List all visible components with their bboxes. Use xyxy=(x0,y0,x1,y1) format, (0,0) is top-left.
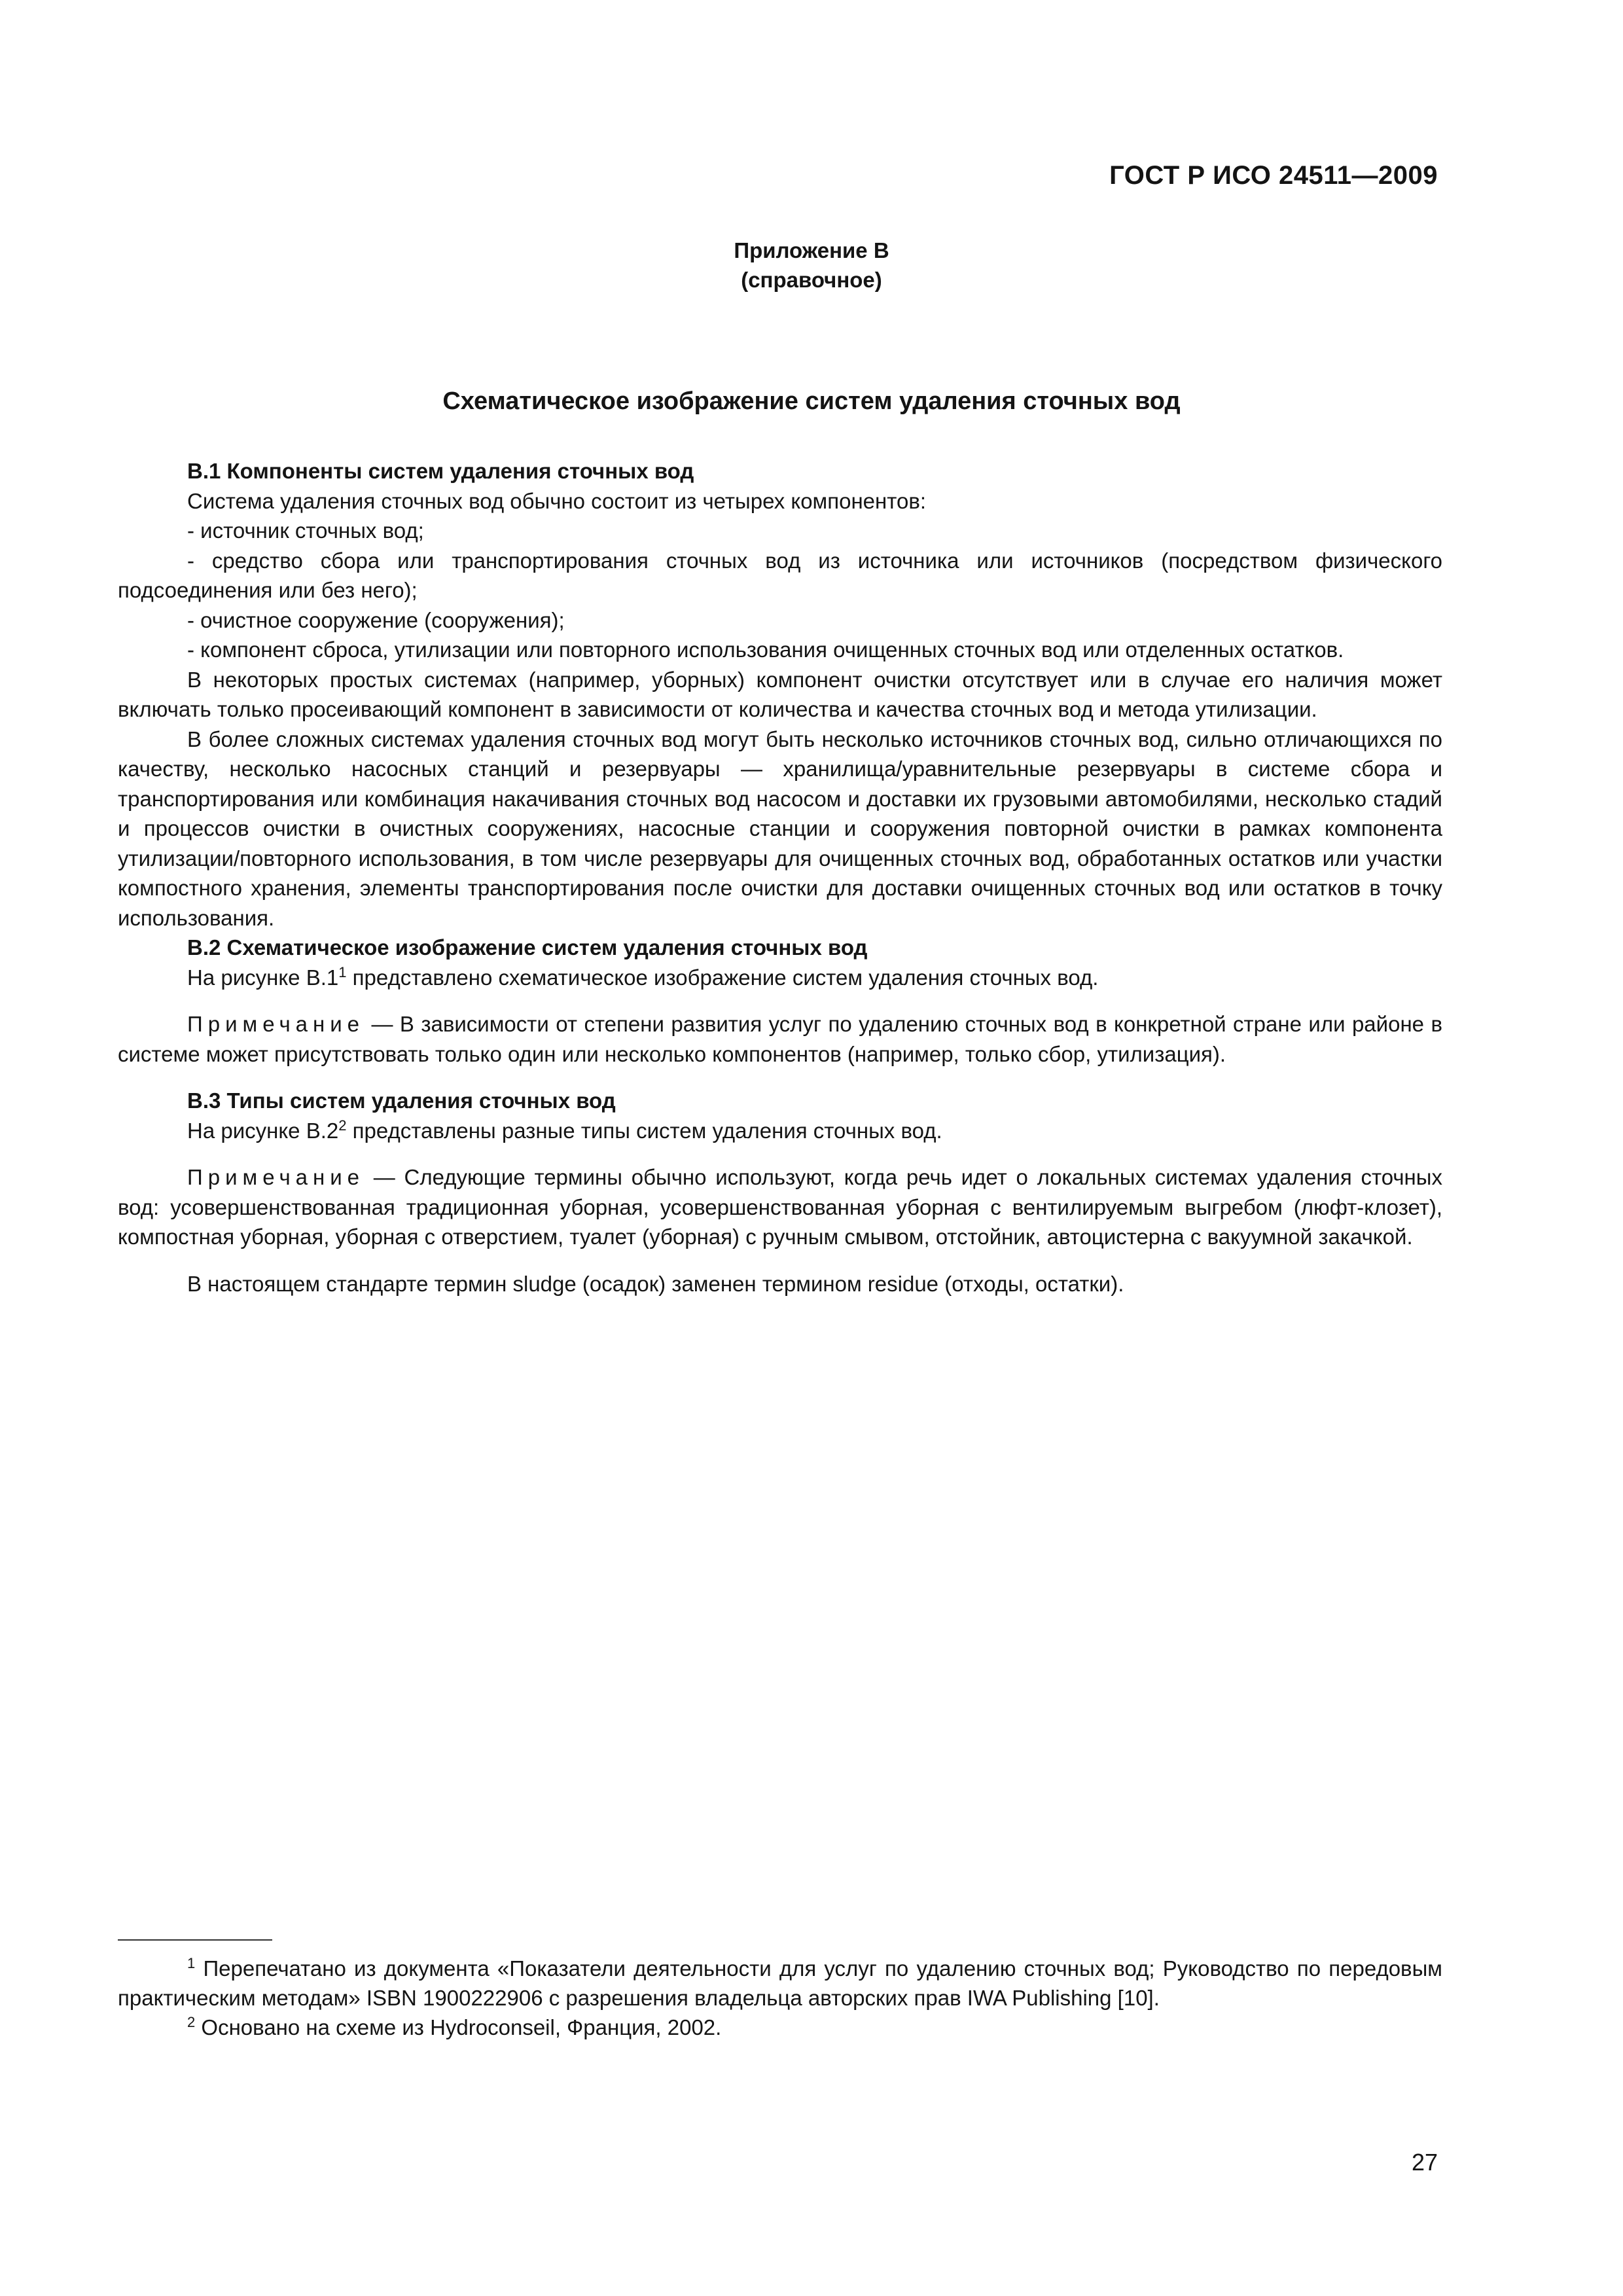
note-label: Примечание xyxy=(187,1012,365,1036)
paragraph-text: представлено схематическое изображение систем удаления сточных вод. xyxy=(346,965,1099,990)
paragraph: В более сложных системах удаления сточных вод могут быть несколько источников сточных вод, сильно отличающихся по качеству, несколько насосных станций и резервуары — хранилища/уравнительные резервуары в системе сбора и транспортирования или комбинация накачивания сточных вод насосом и доставки их грузовыми автомобилями, несколько стадий и процессов очистки в очистных сооружениях, насосные станции и сооружения повторной очистки в рамках компонента утилизации/повторного использования, в том числе резервуары для очищенных сточных вод, обработанных остатков или участки компостного хранения, элементы транспортирования после очистки для доставки очищенных сточных вод или остатков в точку использования. xyxy=(118,726,1442,930)
footnote-divider xyxy=(118,1939,272,1941)
paragraph-text: На рисунке В.2 xyxy=(187,1118,339,1143)
annex-title: Схематическое изображение систем удаления сточных вод xyxy=(442,387,1181,415)
document-body xyxy=(118,456,1442,1299)
list-item: - средство сбора или транспортирования сточных вод из источника или источников (посредством физического подсоединения или без него); xyxy=(118,548,1442,602)
footnote-ref: 2 xyxy=(338,1117,347,1134)
note xyxy=(118,1162,1442,1252)
list-item: - компонент сброса, утилизации или повторного использования очищенных сточных вод или отделенных остатков. xyxy=(187,637,1344,662)
document-code: ГОСТ Р ИСО 24511—2009 xyxy=(1109,161,1438,190)
paragraph xyxy=(118,963,1442,993)
footnote-text: Перепечатано из документа «Показатели деятельности для услуг по удалению сточных вод; Руководство по передовым практическим методам» ISBN 1900222906 с разрешения владельца авторских прав IWA Publishing [10]. xyxy=(118,1956,1442,2010)
footnote xyxy=(118,2013,1442,2042)
footnotes xyxy=(118,1954,1442,2042)
paragraph-text: На рисунке В.1 xyxy=(187,965,339,990)
section-b1-heading: В.1 Компоненты систем удаления сточных вод xyxy=(187,459,694,483)
annex-label: Приложение В xyxy=(734,238,889,262)
section-b2-heading: В.2 Схематическое изображение систем удаления сточных вод xyxy=(187,935,868,960)
section-b3-heading: В.3 Типы систем удаления сточных вод xyxy=(187,1088,616,1113)
paragraph xyxy=(118,1116,1442,1146)
paragraph: В некоторых простых системах (например, уборных) компонент очистки отсутствует или в случае его наличия может включать только просеивающий компонент в зависимости от количества и качества сточных вод и метода утилизации. xyxy=(118,667,1442,721)
annex-type: (справочное) xyxy=(741,268,882,292)
footnote xyxy=(118,1954,1442,2013)
note-label: Примечание xyxy=(187,1165,365,1189)
footnote-mark: 1 xyxy=(187,1955,196,1971)
paragraph-text: представлены разные типы систем удаления сточных вод. xyxy=(346,1118,942,1143)
section-b1-intro: Система удаления сточных вод обычно состоит из четырех компонентов: xyxy=(187,488,927,513)
paragraph: В настоящем стандарте термин sludge (осадок) заменен термином residue (отходы, остатки). xyxy=(187,1271,1124,1296)
list-item: - источник сточных вод; xyxy=(187,518,424,543)
note xyxy=(118,1009,1442,1069)
page-number: 27 xyxy=(1411,2149,1438,2176)
footnote-mark: 2 xyxy=(187,2014,196,2030)
note-text: — В зависимости от степени развития услуг по удалению сточных вод в конкретной стране или районе в системе может присутствовать только один или несколько компонентов (например, только сбор, утилизация). xyxy=(118,1012,1442,1066)
annex-header xyxy=(0,236,1623,295)
note-text: — Следующие термины обычно используют, когда речь идет о локальных системах удаления сточных вод: усовершенствованная традиционная уборная, усовершенствованная уборная с вентилируемым выгребом (люфт-клозет), компостная уборная, уборная с отверстием, туалет (уборная) с ручным смывом, отстойник, автоцистерна с вакуумной закачкой. xyxy=(118,1165,1442,1249)
footnote-text: Основано на схеме из Hydroconseil, Франция, 2002. xyxy=(195,2015,722,2039)
list-item: - очистное сооружение (сооружения); xyxy=(187,607,565,632)
footnote-ref: 1 xyxy=(338,963,347,980)
